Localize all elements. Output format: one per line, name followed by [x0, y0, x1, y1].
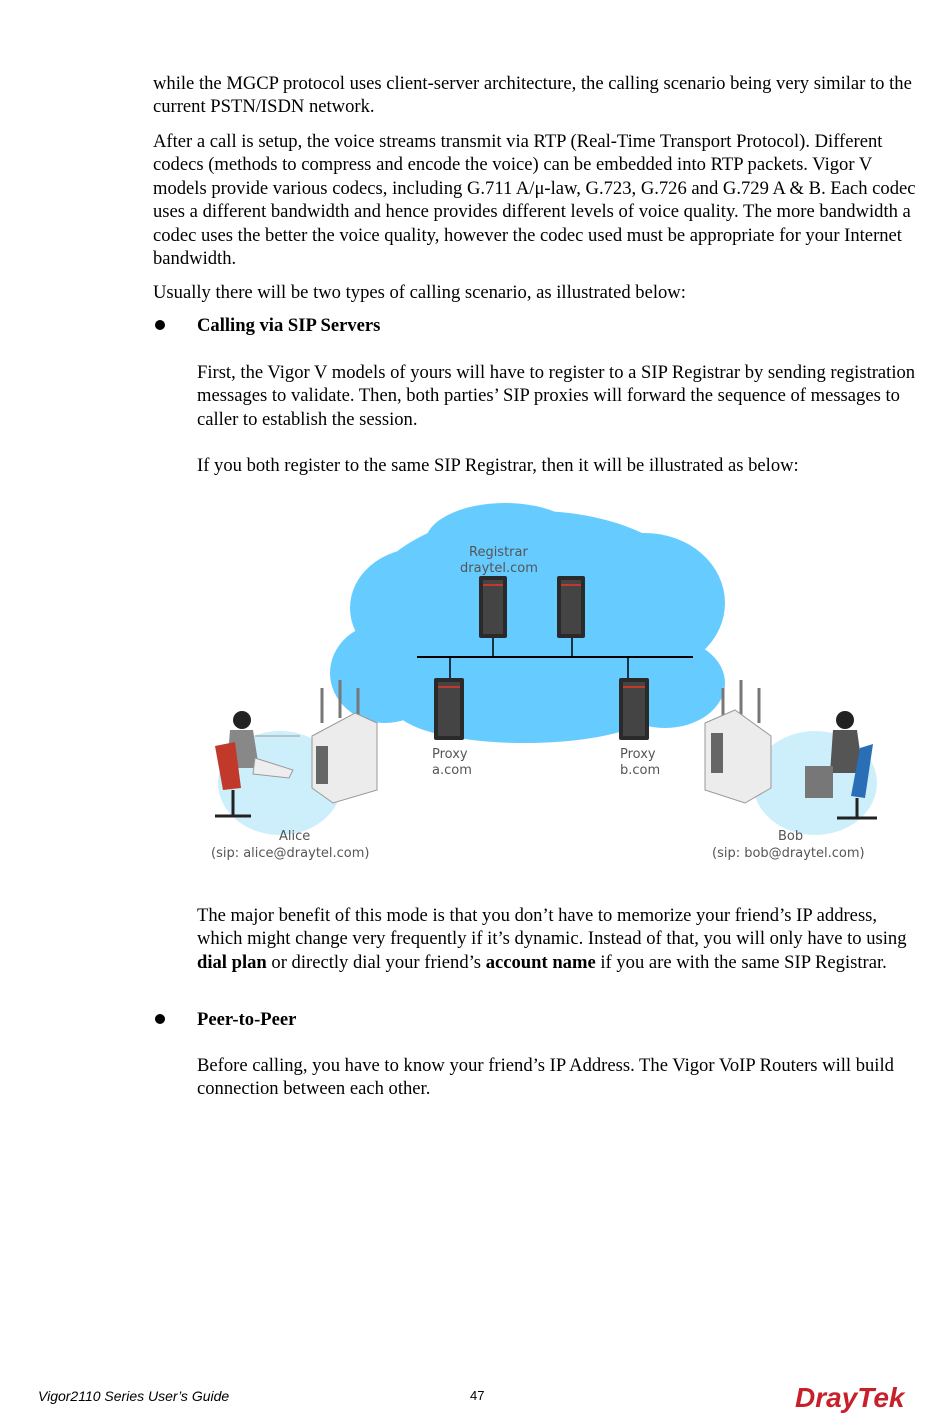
proxy-a-domain-label: a.com	[432, 763, 472, 778]
footer-guide-title: Vigor2110 Series User’s Guide	[38, 1388, 230, 1404]
paragraph-benefit	[197, 904, 923, 974]
heading-sip-servers: Calling via SIP Servers	[197, 315, 381, 336]
benefit-text-2: or directly dial your friend’s	[266, 951, 486, 973]
paragraph-calling-scenarios: Usually there will be two types of calling scenario, as illustrated below:	[153, 282, 686, 303]
proxy-a-label: Proxy	[432, 747, 468, 762]
dial-plan-term: dial plan	[197, 951, 267, 973]
registrar-server-icon	[479, 576, 507, 638]
paragraph-mgcp: while the MGCP protocol uses client-server architecture, the calling scenario being very similar to the current PSTN/ISDN network.	[153, 73, 912, 118]
proxy-b-domain-label: b.com	[620, 763, 661, 778]
account-name-term: account name	[485, 951, 596, 973]
bullet-icon	[153, 1012, 167, 1026]
page-number: 47	[470, 1388, 485, 1403]
paragraph-rtp-codecs: After a call is setup, the voice streams transmit via RTP (Real-Time Transport Protocol). Different codecs (methods to compress and encode the voice) can be embedded into RTP packets. Vigor V models provide various codecs, including G.711 A/μ-law, G.723, G.726 and G.729 A & B. Each codec uses a different bandwidth and hence provides different levels of voice quality. The more bandwidth a codec uses the better the voice quality, however the codec used must be appropriate for your Internet bandwidth.	[153, 131, 916, 270]
bullet-icon	[153, 318, 167, 332]
draytek-logo	[793, 1380, 923, 1414]
cloud-shape	[330, 503, 725, 743]
paragraph-peer-to-peer: Before calling, you have to know your friend’s IP Address. The Vigor VoIP Routers will build connection between each other.	[197, 1055, 894, 1100]
benefit-text-1: The major benefit of this mode is that you don’t have to memorize your friend’s IP address, which might change very frequently if it’s dynamic. Instead of that, you will only have to using	[197, 905, 907, 950]
registrar-label: Registrar	[469, 545, 528, 560]
registrar-server-icon	[557, 576, 585, 638]
alice-name-label: Alice	[279, 829, 311, 844]
alice-sip-label: (sip: alice@draytel.com)	[211, 846, 370, 861]
proxy-b-label: Proxy	[620, 747, 656, 762]
registrar-domain-label: draytel.com	[460, 561, 538, 576]
benefit-text-3: if you are with the same SIP Registrar.	[595, 951, 887, 973]
heading-peer-to-peer: Peer-to-Peer	[197, 1009, 297, 1030]
proxy-b-server-icon	[619, 678, 649, 740]
paragraph-sip-register: First, the Vigor V models of yours will have to register to a SIP Registrar by sending registration messages to validate. Then, both parties’ SIP proxies will forward the sequence of messages to caller to establish the session.	[197, 362, 916, 430]
proxy-a-server-icon	[434, 678, 464, 740]
sip-registrar-diagram	[205, 498, 895, 870]
paragraph-same-registrar: If you both register to the same SIP Registrar, then it will be illustrated as below:	[197, 455, 799, 476]
bob-name-label: Bob	[778, 829, 804, 844]
bob-sip-label: (sip: bob@draytel.com)	[712, 846, 865, 861]
logo-text: DrayTek	[795, 1382, 905, 1413]
